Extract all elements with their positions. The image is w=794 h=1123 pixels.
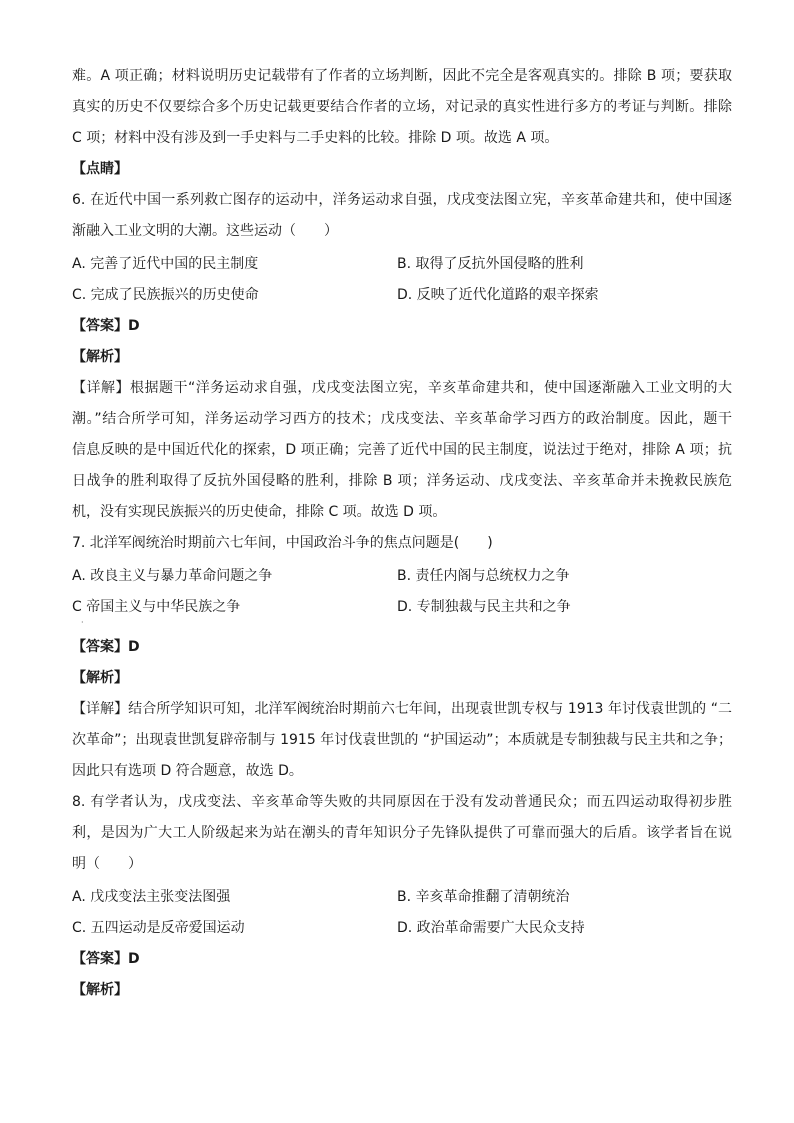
question-7-option-c: C 帝国主义与中华民族之争 [72, 599, 241, 615]
intro-text-line: 难。A 项正确；材料说明历史记载带有了作者的立场判断，因此不完全是客观真实的。排除 B 项；要获取 [72, 68, 732, 84]
question-8-stem: 明（ ） [72, 856, 142, 872]
question-6-stem: 渐融入工业文明的大潮。这些运动（ ） [72, 223, 338, 239]
question-7-answer: 【答案】D [72, 639, 140, 655]
question-8-option-a: A. 戊戌变法主张变法图强 [72, 889, 231, 905]
question-6-answer: 【答案】D [72, 318, 140, 334]
question-8-option-b: B. 辛亥革命推翻了清朝统治 [397, 889, 570, 905]
question-6-option-c: C. 完成了民族振兴的历史使命 [72, 287, 259, 303]
question-7-detail: 因此只有选项 D 符合题意，故选 D。 [72, 763, 303, 779]
question-6-stem: 6. 在近代中国一系列救亡图存的运动中，洋务运动求自强，戊戌变法图立宪，辛亥革命建共和，使中国逐 [72, 192, 732, 208]
question-8-analysis-label: 【解析】 [72, 982, 128, 998]
intro-text-line: C 项；材料中没有涉及到一手史料与二手史料的比较。排除 D 项。故选 A 项。 [72, 130, 559, 146]
question-7-option-b: B. 责任内阁与总统权力之争 [397, 568, 570, 584]
question-6-detail: 日战争的胜利取得了反抗外国侵略的胜利，排除 B 项；洋务运动、戊戌变法、辛亥革命并未挽救民族危 [72, 473, 732, 489]
question-7-detail: 【详解】结合所学知识可知，北洋军阀统治时期前六七年间，出现袁世凯专权与 1913 年讨伐袁世凯的 “二 [72, 701, 732, 717]
question-8-stem: 8. 有学者认为，戊戌变法、辛亥革命等失败的共同原因在于没有发动普通民众；而五四运动取得初步胜 [72, 794, 732, 810]
question-6-detail: 机，没有实现民族振兴的历史使命，排除 C 项。故选 D 项。 [72, 504, 447, 520]
question-7-stem: 7. 北洋军阀统治时期前六七年间，中国政治斗争的焦点问题是( ) [72, 535, 493, 551]
question-6-detail: 潮。”结合所学可知，洋务运动学习西方的技术；戊戌变法、辛亥革命学习西方的政治制度。因此，题干 [72, 411, 732, 427]
question-6-detail: 信息反映的是中国近代化的探索，D 项正确；完善了近代中国的民主制度，说法过于绝对，排除 A 项；抗 [72, 442, 732, 458]
stray-dot-mark: · [81, 618, 84, 627]
question-7-option-d: D. 专制独裁与民主共和之争 [397, 599, 571, 615]
question-7-analysis-label: 【解析】 [72, 670, 128, 686]
question-6-detail: 【详解】根据题干“洋务运动求自强，戊戌变法图立宪，辛亥革命建共和，使中国逐渐融入工业文明的大 [72, 380, 732, 396]
question-7-detail: 次革命”；出现袁世凯复辟帝制与 1915 年讨伐袁世凯的 “护国运动”；本质就是专制独裁与民主共和之争； [72, 732, 732, 748]
question-8-answer: 【答案】D [72, 951, 140, 967]
question-7-option-a: A. 改良主义与暴力革命问题之争 [72, 568, 273, 584]
question-8-option-c: C. 五四运动是反帝爱国运动 [72, 920, 245, 936]
question-6-option-d: D. 反映了近代化道路的艰辛探索 [397, 287, 599, 303]
intro-text-line: 真实的历史不仅要综合多个历史记载更要结合作者的立场，对记录的真实性进行多方的考证与判断。排除 [72, 99, 732, 115]
question-8-stem: 利，是因为广大工人阶级起来为站在潮头的青年知识分子先锋队提供了可靠而强大的后盾。该学者旨在说 [72, 825, 732, 841]
question-6-analysis-label: 【解析】 [72, 349, 128, 365]
question-8-option-d: D. 政治革命需要广大民众支持 [397, 920, 585, 936]
dianjing-label: 【点睛】 [72, 161, 128, 177]
question-6-option-a: A. 完善了近代中国的民主制度 [72, 256, 259, 272]
question-6-option-b: B. 取得了反抗外国侵略的胜利 [397, 256, 584, 272]
